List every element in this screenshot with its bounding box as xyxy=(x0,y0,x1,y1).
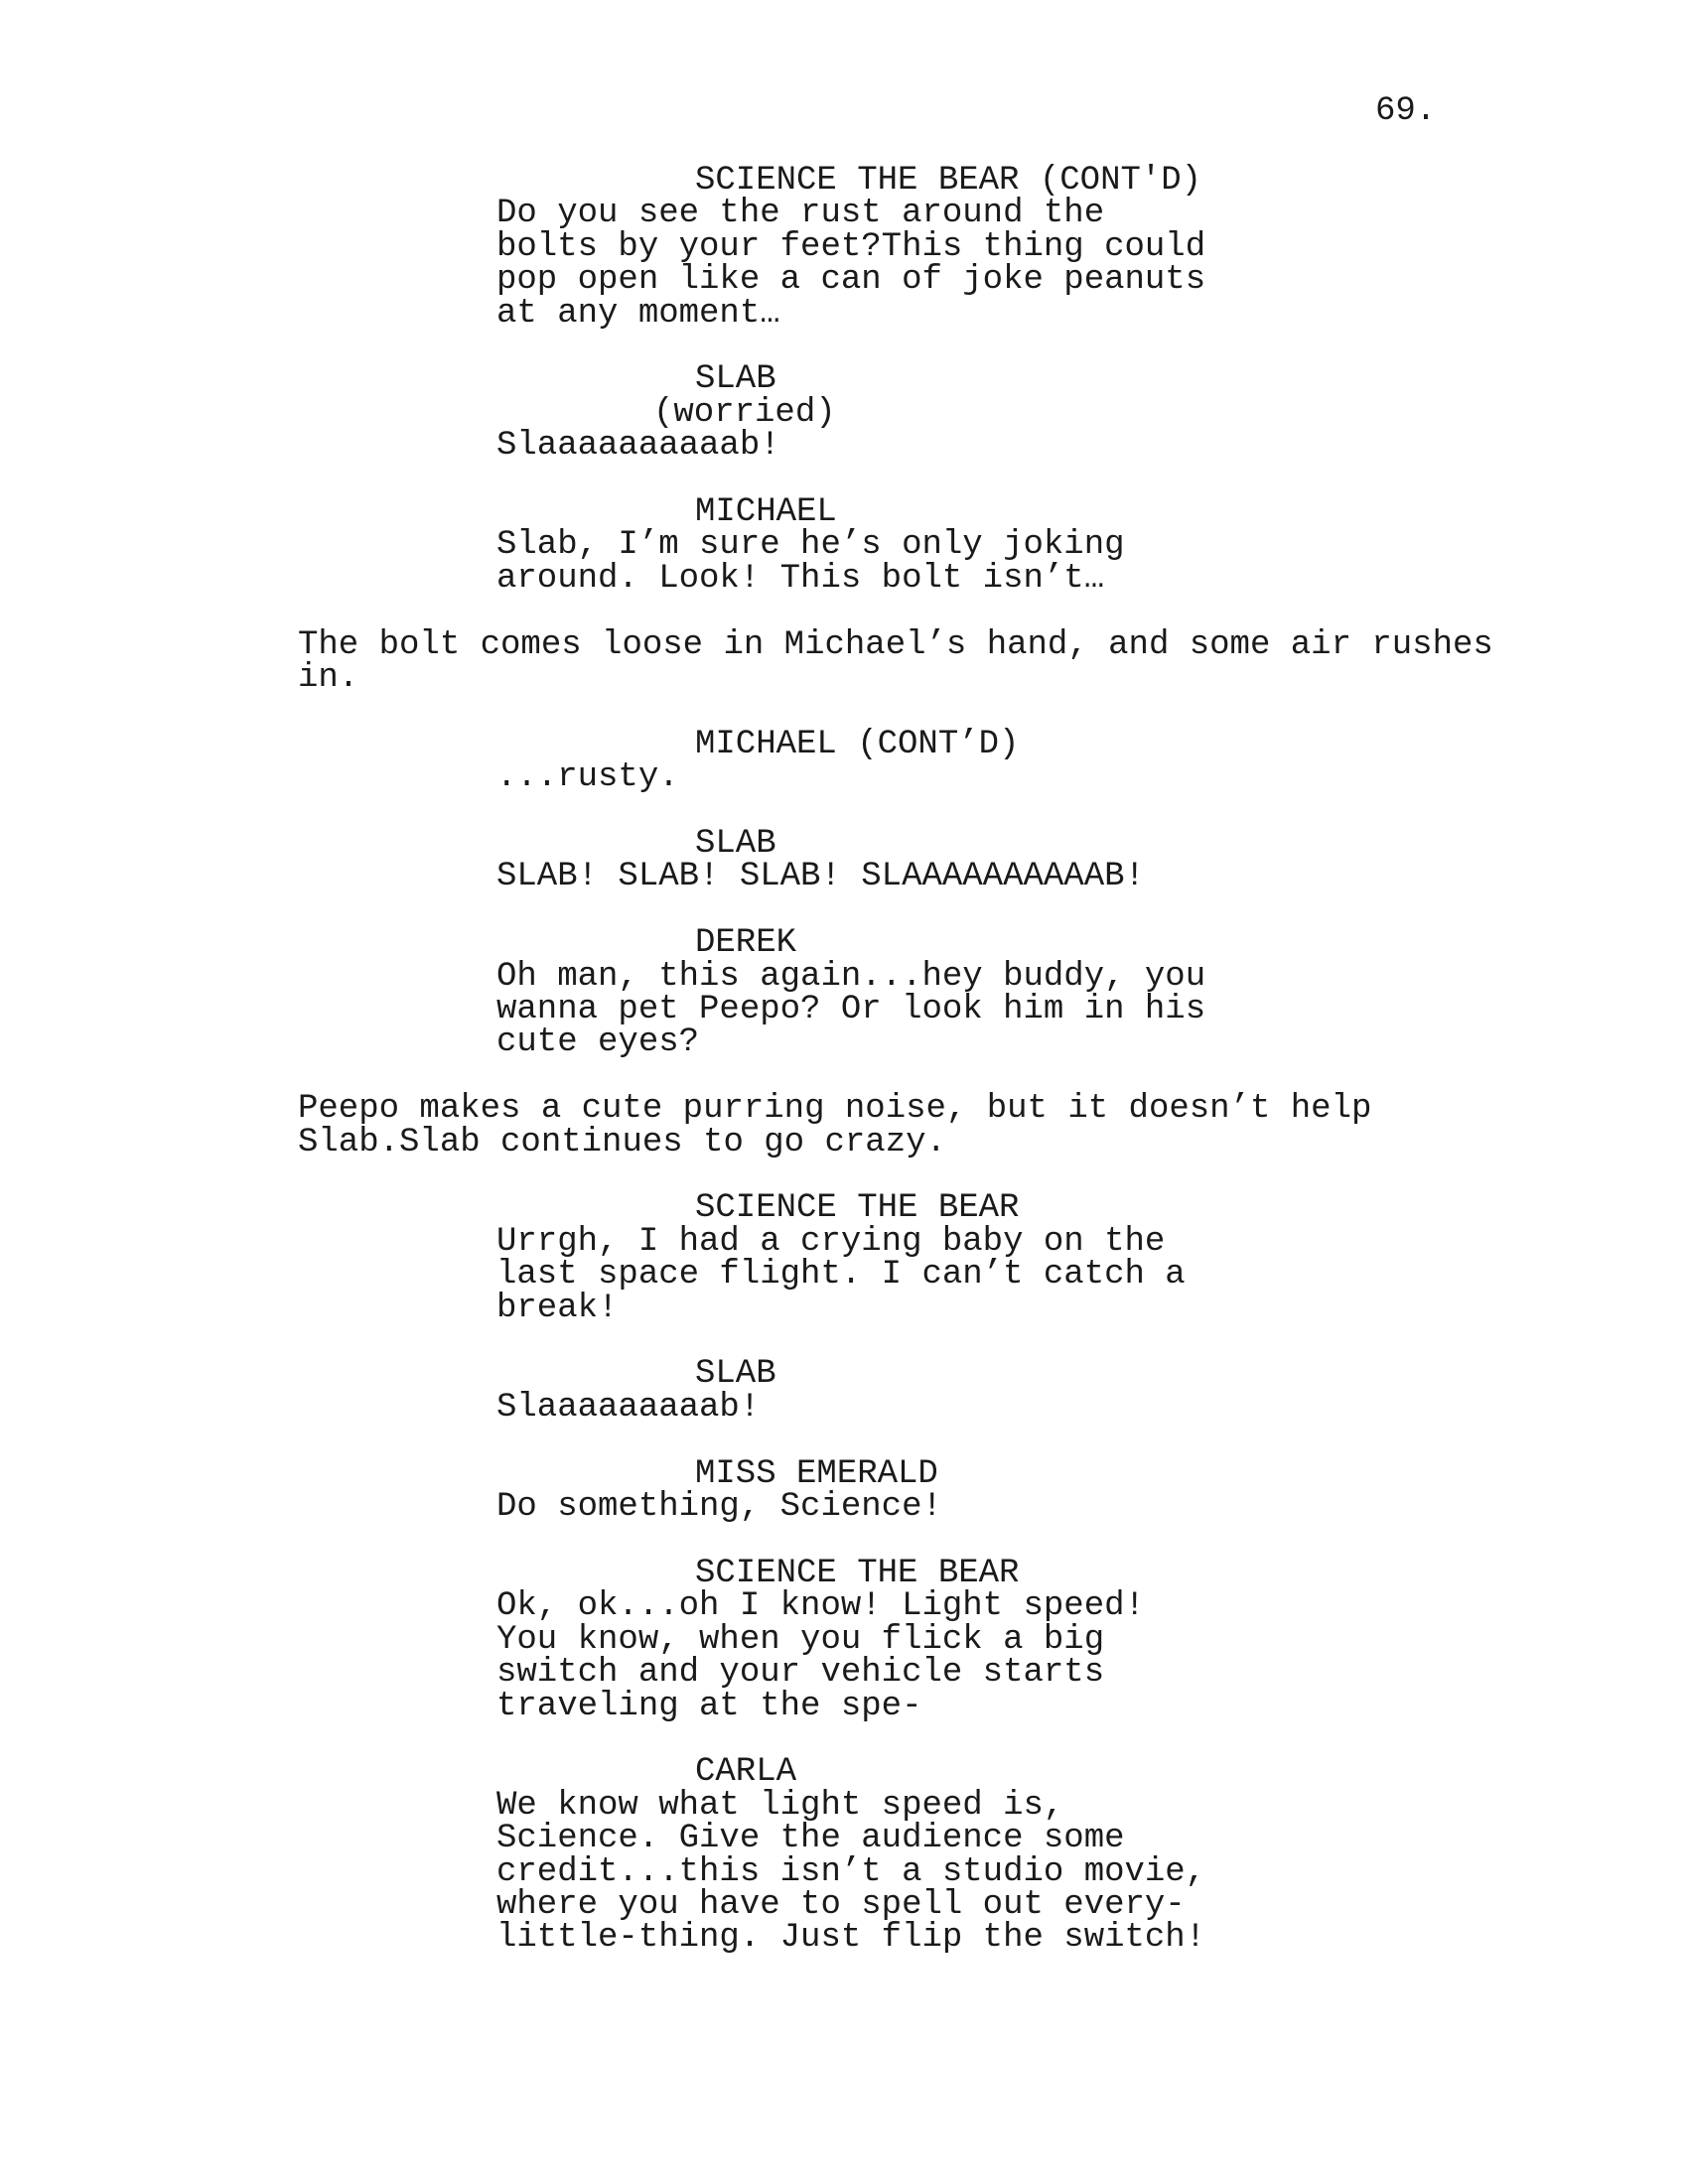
block-spacer xyxy=(0,894,1688,927)
dialogue-line: Ok, ok...oh I know! Light speed! xyxy=(496,1587,1145,1626)
dialogue-line: Oh man, this again...hey buddy, you xyxy=(496,957,1206,996)
dialogue-line: cute eyes? xyxy=(496,1024,700,1062)
dialogue-block xyxy=(0,725,1688,797)
block-spacer xyxy=(0,464,1688,496)
dialogue-line: ...rusty. xyxy=(496,758,679,797)
dialogue-line: Slab, I’m sure he’s only joking xyxy=(496,526,1125,565)
dialogue-block xyxy=(0,1355,1688,1427)
dialogue-line: Slaaaaaaaaab! xyxy=(496,1388,761,1427)
dialogue-line: where you have to spell out every- xyxy=(496,1885,1186,1924)
dialogue-block xyxy=(0,1454,1688,1527)
block-spacer xyxy=(0,695,1688,728)
character-name: MICHAEL (CONT’D) xyxy=(695,725,1020,763)
character-name: MISS EMERALD xyxy=(695,1454,938,1493)
block-spacer xyxy=(0,795,1688,828)
dialogue-block xyxy=(0,825,1688,896)
dialogue-block xyxy=(0,1189,1688,1327)
dialogue-line: little-thing. Just flip the switch! xyxy=(496,1919,1206,1958)
screenplay-body xyxy=(0,162,1688,1958)
parenthetical: (worried) xyxy=(653,393,836,432)
dialogue-line: pop open like a can of joke peanuts xyxy=(496,261,1206,300)
dialogue-line: SLAB! SLAB! SLAB! SLAAAAAAAAAAB! xyxy=(496,858,1145,896)
block-spacer xyxy=(0,596,1688,628)
dialogue-block xyxy=(0,1554,1688,1725)
dialogue-block xyxy=(0,162,1688,333)
action-block xyxy=(0,625,1688,698)
dialogue-line: Slaaaaaaaaaab! xyxy=(496,427,780,466)
character-name: SLAB xyxy=(695,1355,776,1394)
dialogue-line: around. Look! This bolt isn’t… xyxy=(496,559,1105,598)
block-spacer xyxy=(0,1060,1688,1093)
character-name: SCIENCE THE BEAR xyxy=(695,1554,1020,1592)
character-name: DEREK xyxy=(695,924,797,963)
dialogue-block xyxy=(0,360,1688,466)
action-line: The bolt comes loose in Michael’s hand, and some air rushes xyxy=(298,625,1493,664)
block-spacer xyxy=(0,331,1688,363)
dialogue-line: You know, when you flick a big xyxy=(496,1620,1105,1659)
dialogue-line: break! xyxy=(496,1289,619,1327)
action-line: Peepo makes a cute purring noise, but it doesn’t help xyxy=(298,1090,1372,1129)
character-name: MICHAEL xyxy=(695,493,837,532)
block-spacer xyxy=(0,1325,1688,1358)
dialogue-line: credit...this isn’t a studio movie, xyxy=(496,1852,1206,1891)
dialogue-line: Do something, Science! xyxy=(496,1488,942,1527)
action-line: in. xyxy=(298,659,359,698)
dialogue-line: at any moment… xyxy=(496,294,780,333)
dialogue-line: switch and your vehicle starts xyxy=(496,1654,1105,1693)
block-spacer xyxy=(0,1425,1688,1457)
dialogue-line: bolts by your feet?This thing could xyxy=(496,227,1206,266)
dialogue-line: Science. Give the audience some xyxy=(496,1820,1125,1858)
dialogue-line: traveling at the spe- xyxy=(496,1687,922,1725)
character-name: SCIENCE THE BEAR (CONT'D) xyxy=(695,162,1202,200)
dialogue-line: We know what light speed is, xyxy=(496,1786,1064,1825)
dialogue-line: wanna pet Peepo? Or look him in his xyxy=(496,991,1206,1029)
page-number: 69. xyxy=(1375,92,1437,130)
dialogue-block xyxy=(0,924,1688,1062)
action-line: Slab.Slab continues to go crazy. xyxy=(298,1123,946,1161)
block-spacer xyxy=(0,1525,1688,1558)
block-spacer xyxy=(0,1723,1688,1756)
character-name: SLAB xyxy=(695,825,776,864)
dialogue-line: last space flight. I can’t catch a xyxy=(496,1256,1186,1295)
dialogue-line: Do you see the rust around the xyxy=(496,195,1105,233)
dialogue-line: Urrgh, I had a crying baby on the xyxy=(496,1222,1166,1261)
dialogue-block xyxy=(0,493,1688,598)
character-name: SCIENCE THE BEAR xyxy=(695,1189,1020,1228)
character-name: SLAB xyxy=(695,360,776,399)
action-block xyxy=(0,1090,1688,1161)
dialogue-block xyxy=(0,1753,1688,1958)
character-name: CARLA xyxy=(695,1753,797,1792)
block-spacer xyxy=(0,1160,1688,1192)
